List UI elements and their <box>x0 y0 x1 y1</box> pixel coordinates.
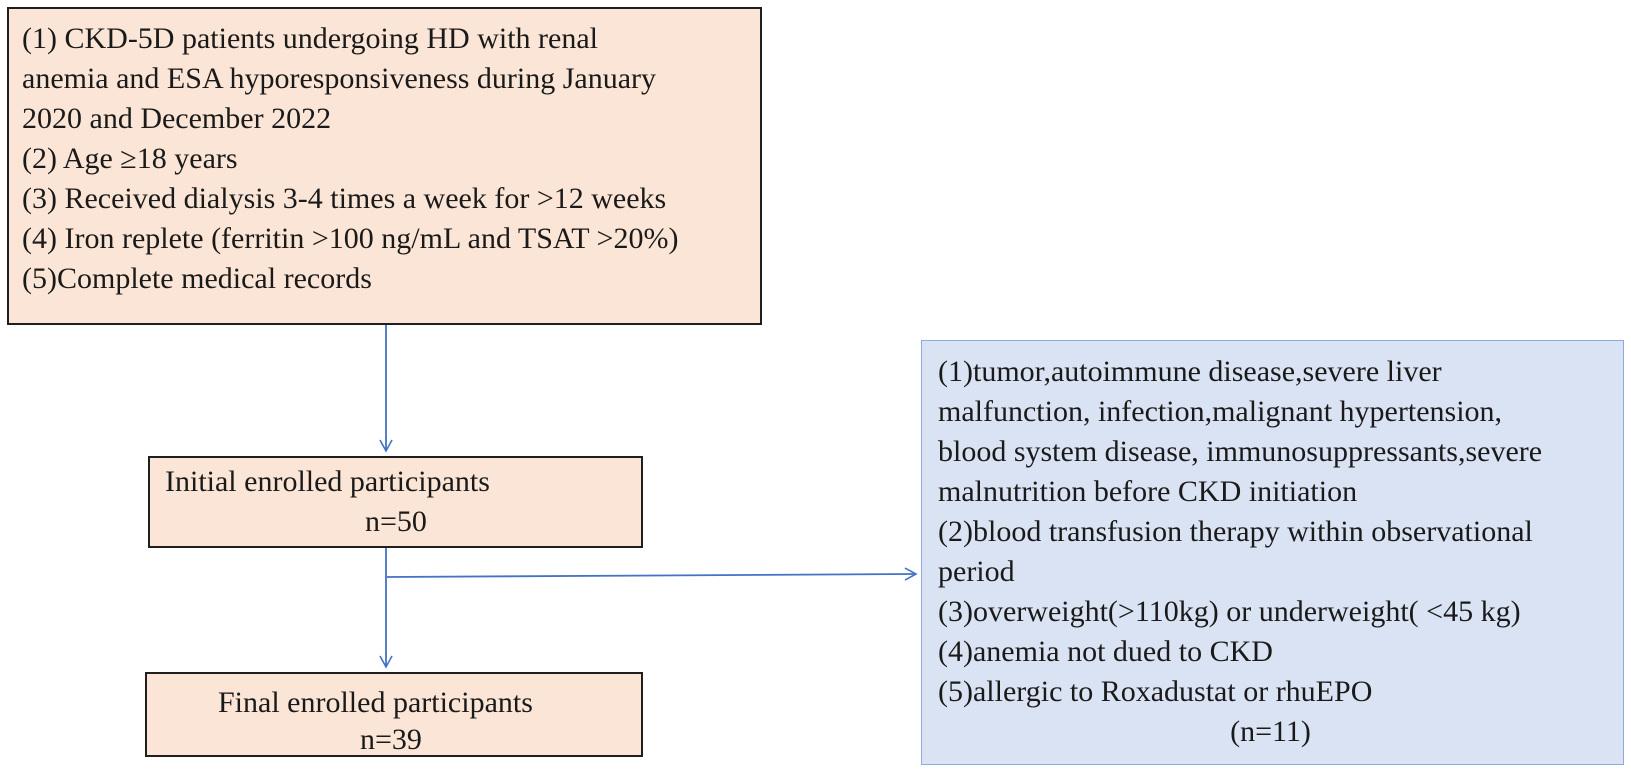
inclusion-line-6: (4) Iron replete (ferritin >100 ng/mL and TSAT >20%) <box>22 222 679 255</box>
exclusion-line-4: malnutrition before CKD initiation <box>938 475 1358 508</box>
inclusion-line-3: 2020 and December 2022 <box>22 102 332 135</box>
exclusion-line-7: (3)overweight(>110kg) or underweight( <45 kg) <box>938 595 1521 628</box>
final-enrolled-box <box>145 672 643 757</box>
exclusion-line-5: (2)blood transfusion therapy within observational <box>938 515 1533 548</box>
inclusion-line-4: (2) Age ≥18 years <box>22 142 238 175</box>
inclusion-line-2: anemia and ESA hyporesponsiveness during January <box>22 62 657 95</box>
exclusion-line-6: period <box>938 555 1015 588</box>
initial-enrolled-count: n=50 <box>365 505 427 538</box>
inclusion-line-1: (1) CKD-5D patients undergoing HD with renal <box>22 22 599 55</box>
exclusion-line-1: (1)tumor,autoimmune disease,severe liver <box>938 355 1442 388</box>
exclusion-line-9: (5)allergic to Roxadustat or rhuEPO <box>938 675 1373 708</box>
initial-enrolled-box <box>148 456 643 548</box>
exclusion-line-3: blood system disease, immunosuppressants,severe <box>938 435 1543 468</box>
exclusion-count: (n=11) <box>1230 715 1311 748</box>
exclusion-criteria-box <box>921 340 1624 765</box>
final-enrolled-label: Final enrolled participants <box>218 686 533 719</box>
final-enrolled-count: n=39 <box>360 723 422 756</box>
exclusion-line-8: (4)anemia not dued to CKD <box>938 635 1273 668</box>
inclusion-line-5: (3) Received dialysis 3-4 times a week for >12 weeks <box>22 182 667 215</box>
arrow-to-exclusion <box>387 574 916 577</box>
initial-enrolled-label: Initial enrolled participants <box>165 465 490 498</box>
inclusion-line-7: (5)Complete medical records <box>22 262 372 295</box>
inclusion-criteria-box <box>7 7 762 325</box>
exclusion-line-2: malfunction, infection,malignant hypertension, <box>938 395 1503 428</box>
